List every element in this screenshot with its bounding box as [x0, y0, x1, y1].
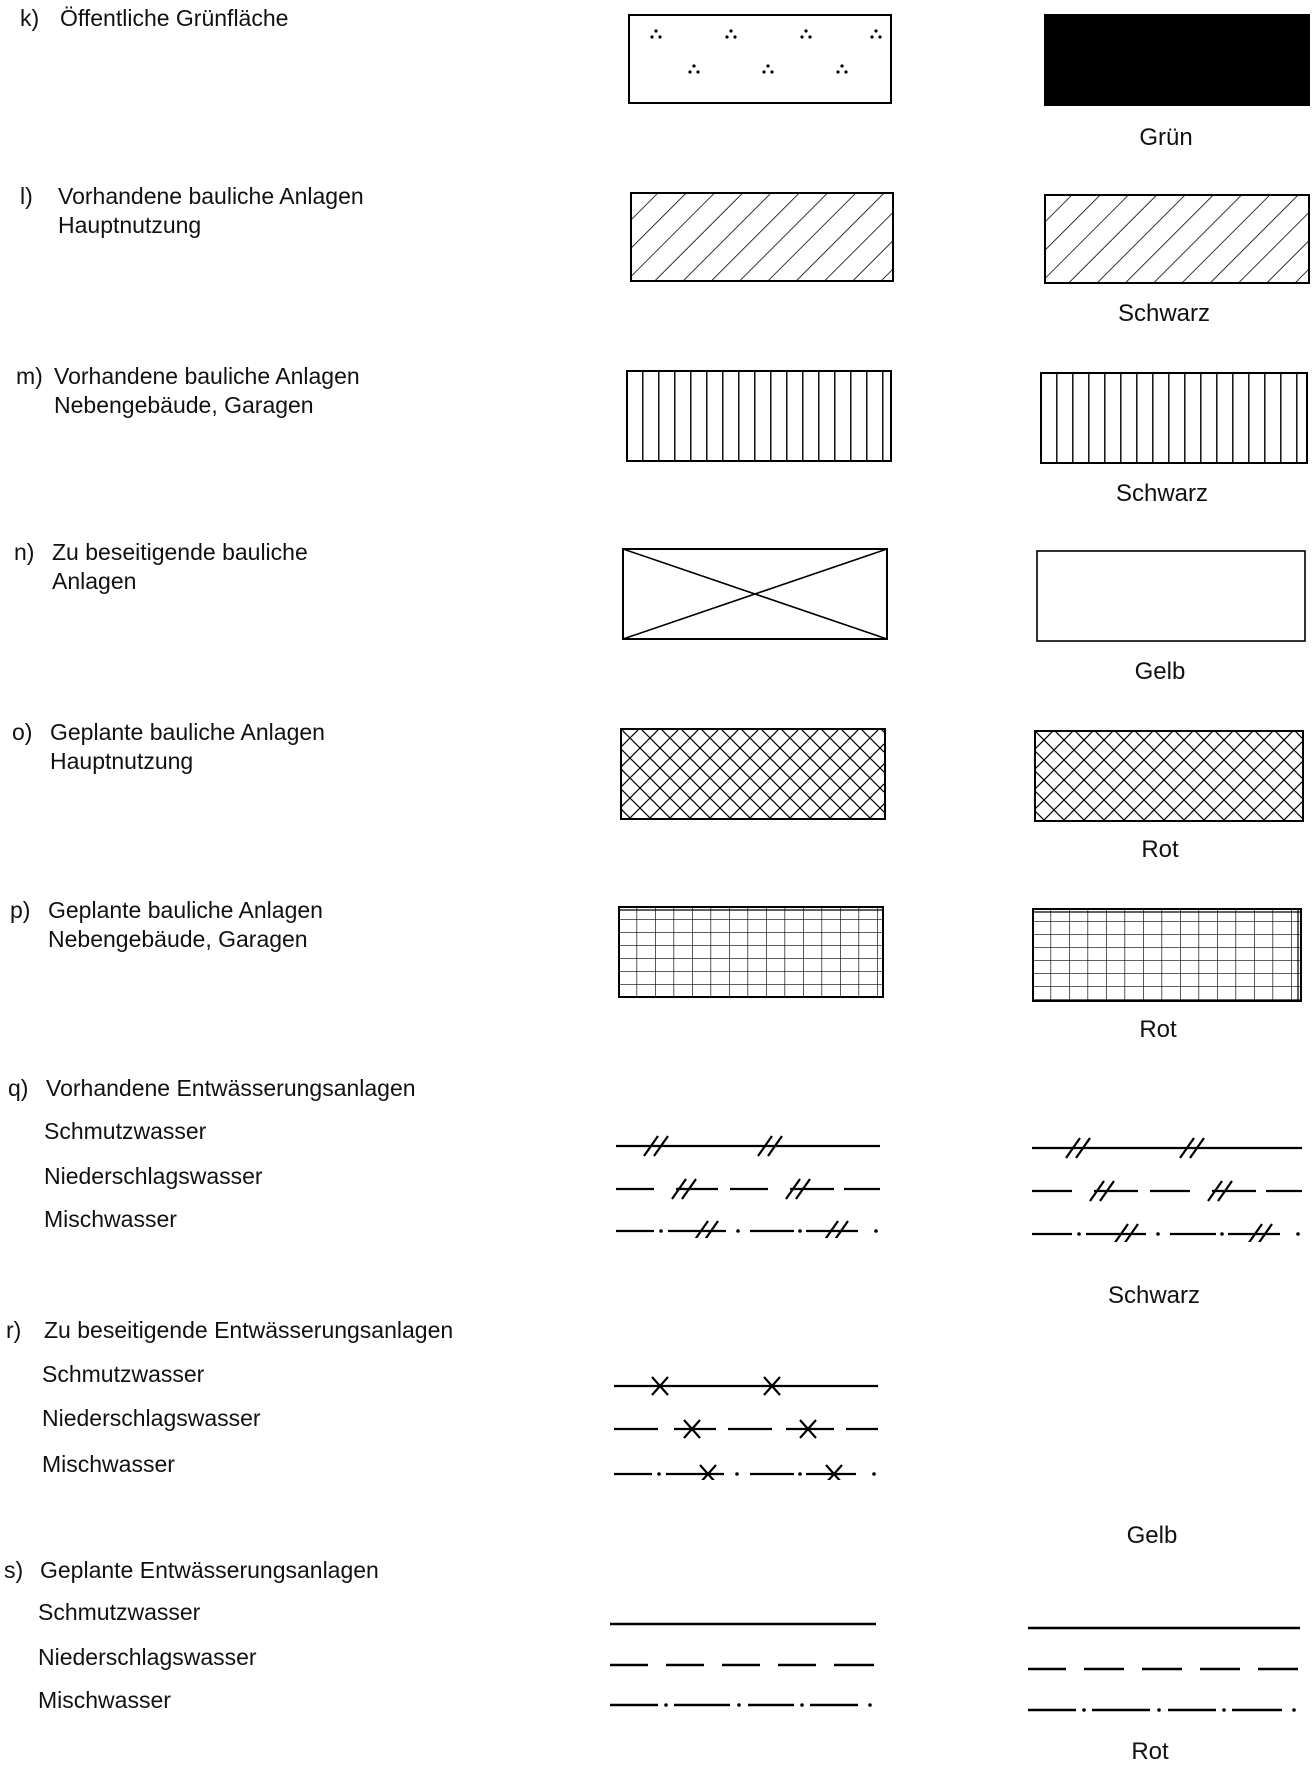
row-q-mischwasser: Mischwasser	[44, 1206, 177, 1232]
row-r-mischwasser: Mischwasser	[42, 1451, 175, 1477]
color-label-k: Grün	[1139, 124, 1193, 151]
row-o-letter: o)	[12, 719, 33, 745]
symbol-p-color	[1032, 908, 1302, 1002]
symbol-l-color	[1044, 194, 1310, 284]
row-m-letter: m)	[16, 363, 43, 389]
symbol-m-bw	[626, 370, 892, 462]
symbol-q-color	[1030, 1130, 1306, 1242]
row-s-schmutzwasser: Schmutzwasser	[38, 1599, 201, 1625]
color-label-l: Schwarz	[1117, 300, 1211, 327]
row-l-letter: l)	[20, 183, 33, 209]
row-p-letter: p)	[10, 897, 31, 923]
symbol-o-color	[1034, 730, 1304, 822]
row-m-title: Vorhandene bauliche Anlagen	[54, 363, 360, 389]
row-k-letter: k)	[20, 5, 40, 31]
symbol-k-color	[1044, 14, 1310, 106]
color-label-p: Rot	[1139, 1016, 1177, 1043]
row-p-title: Geplante bauliche Anlagen	[48, 897, 323, 923]
row-s-letter: s)	[4, 1557, 24, 1583]
color-label-r: Gelb	[1126, 1522, 1178, 1549]
symbol-n-color	[1036, 550, 1306, 642]
row-n-title: Zu beseitigende bauliche	[52, 539, 308, 565]
symbol-n-bw	[622, 548, 888, 640]
row-n-letter: n)	[14, 539, 35, 565]
row-l-subtitle: Hauptnutzung	[58, 212, 202, 238]
row-k-title: Öffentliche Grünfläche	[60, 5, 289, 31]
symbol-r-bw	[612, 1370, 882, 1480]
symbol-l-bw	[630, 192, 894, 282]
row-r-title: Zu beseitigende Entwässerungsanlagen	[44, 1317, 454, 1343]
color-label-n: Gelb	[1134, 658, 1186, 685]
color-label-s: Rot	[1131, 1738, 1169, 1765]
row-r-niederschlagswasser: Niederschlagswasser	[42, 1405, 261, 1431]
row-s-niederschlagswasser: Niederschlagswasser	[38, 1644, 257, 1670]
row-o-title: Geplante bauliche Anlagen	[50, 719, 325, 745]
row-n-subtitle: Anlagen	[52, 568, 137, 594]
symbol-o-bw	[620, 728, 886, 820]
row-m-subtitle: Nebengebäude, Garagen	[54, 392, 314, 418]
symbol-s-bw	[608, 1612, 880, 1712]
row-r-letter: r)	[6, 1317, 22, 1343]
row-q-letter: q)	[8, 1075, 29, 1101]
row-r-schmutzwasser: Schmutzwasser	[42, 1361, 205, 1387]
symbol-s-color	[1026, 1616, 1304, 1716]
row-s-mischwasser: Mischwasser	[38, 1687, 171, 1713]
row-l-title: Vorhandene bauliche Anlagen	[58, 183, 364, 209]
row-o-subtitle: Hauptnutzung	[50, 748, 194, 774]
symbol-p-bw	[618, 906, 884, 998]
symbol-m-color	[1040, 372, 1308, 464]
color-label-m: Schwarz	[1115, 480, 1209, 507]
row-q-title: Vorhandene Entwässerungsanlagen	[46, 1075, 416, 1101]
symbol-k-bw	[628, 14, 892, 104]
color-label-o: Rot	[1141, 836, 1179, 863]
row-q-niederschlagswasser: Niederschlagswasser	[44, 1163, 263, 1189]
row-s-title: Geplante Entwässerungsanlagen	[40, 1557, 379, 1583]
color-label-q: Schwarz	[1107, 1282, 1201, 1309]
row-q-schmutzwasser: Schmutzwasser	[44, 1118, 207, 1144]
symbol-q-bw	[614, 1128, 884, 1238]
row-p-subtitle: Nebengebäude, Garagen	[48, 926, 308, 952]
